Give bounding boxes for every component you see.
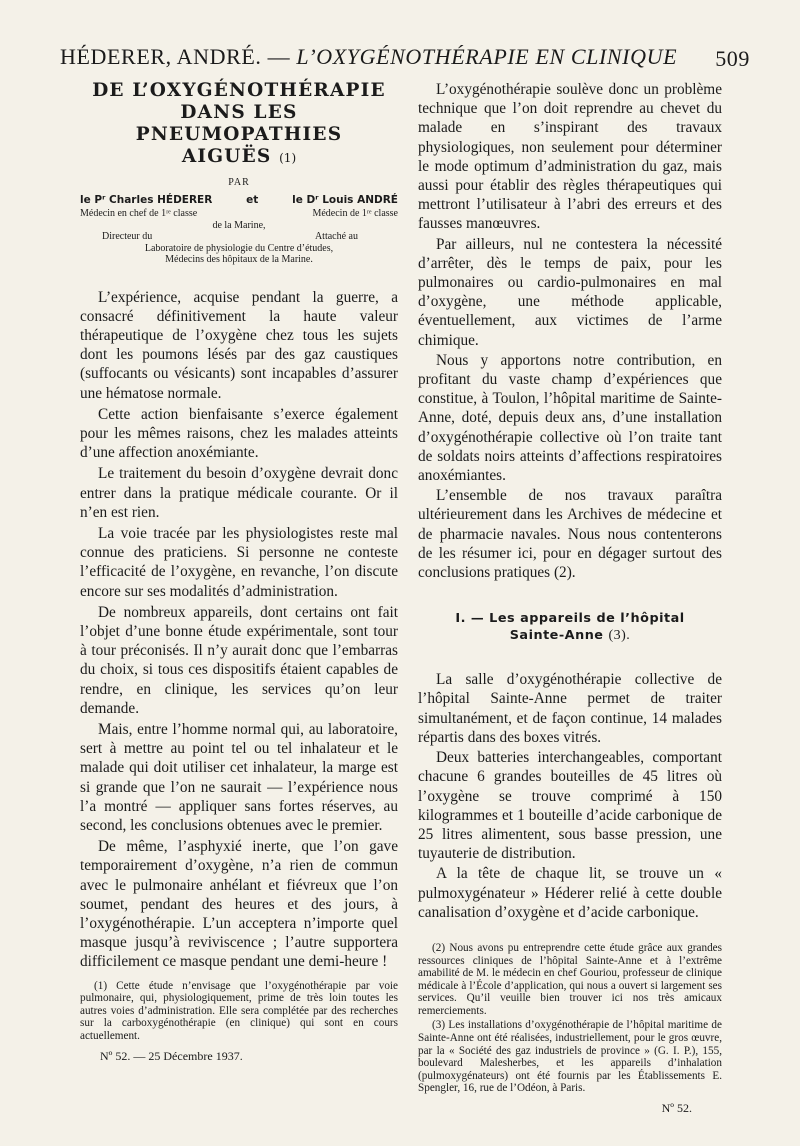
right-body-2: [418, 670, 722, 922]
title-footnote-ref: (1): [279, 151, 297, 165]
author-right: le Dʳ Louis ANDRÉ: [292, 194, 398, 206]
paragraph: L’oxygénothérapie soulève donc un problème technique que l’on doit reprendre au chevet du malade en s’inspirant des travaux physiologiques, non seulement pour déterminer le mode optimum d’administration du gaz, mais aussi pour établir des règles thérapeutiques qui mettront l’utilisateur à l’abri des erreurs et des fausses manœuvres.: [418, 81, 722, 233]
paragraph: Par ailleurs, nul ne contestera la nécessité d’arrêter, dès le temps de paix, pour les pulmonaires ou cardio-pulmonaires en mal d’oxygène, une méthode applicable, éventuellement, aux victimes de l’arme chimique.: [418, 235, 722, 349]
running-header: [60, 44, 750, 80]
section-footnote-ref: (3).: [608, 628, 631, 644]
paragraph: De nombreux appareils, dont certains ont fait l’objet d’une bonne étude expérimentale, sont tour à tour préconisés. Il n’y aurait donc que l’embarras du choix, si tous ces dispositifs étaient capables de rendre, en clinique, les services qu’on leur demande.: [80, 603, 398, 717]
left-footnotes: [80, 980, 398, 1043]
section-heading-line-1: I. — Les appareils de l’hôpital: [455, 611, 685, 627]
cred-5: Médecins des hôpitaux de la Marine.: [165, 254, 313, 265]
footnote: (2) Nous avons pu entreprendre cette étude grâce aux grandes ressources cliniques de l’hôpital Sainte-Anne et à l’extrême amabilité de M. le médecin en chef Gouriou, professeur de clinique médicale à l’École d’application, qui nous a ouvert si largement ses services. Qu’il veuille bien trouver ici nos très amicaux remerciements.: [418, 941, 722, 1017]
paragraph: A la tête de chaque lit, se trouve un « pulmoxygénateur » Héderer relié à cette double canalisation d’oxygène et d’acide carbonique.: [418, 865, 722, 921]
byline-par: PAR: [228, 177, 250, 188]
section-heading-line-2: Sainte-Anne: [509, 628, 604, 644]
title-line-3: AIGUËS: [181, 146, 272, 167]
right-body: [418, 80, 722, 582]
page-number: 509: [715, 46, 750, 71]
header-author: HÉDERER, ANDRÉ. —: [60, 44, 291, 69]
article-title: [80, 80, 398, 169]
left-column: [80, 80, 398, 1064]
cred-4: Laboratoire de physiologie du Centre d’études,: [144, 242, 334, 254]
paragraph: De même, l’asphyxié inerte, que l’on gave temporairement d’oxygène, n’a rien de commun avec le pulmonaire anhélant et fiévreux que l’on soumet, pendant des heures et des jours, à l’oxygénothérapie. L’un acceptera n’importe quel masque jusqu’à reviviscence ; l’autre supportera difficilement ce masque pendant une demi-heure !: [80, 838, 398, 971]
cred-left-1: Médecin en chef de 1ʳᵉ classe: [80, 208, 198, 219]
paragraph: L’expérience, acquise pendant la guerre, a consacré définitivement la haute valeur thérapeutique de l’oxygène chez tous les sujets dont les poumons lésés par des gaz caustiques (suffocants ou vésicants) sont incapables d’assurer une hématose normale.: [80, 288, 398, 402]
author-credentials: [80, 208, 398, 266]
issue-number: Nº 52.: [661, 1101, 692, 1116]
cred-right-3: Attaché au: [314, 231, 358, 242]
right-column: [418, 80, 722, 1116]
paragraph: L’ensemble de nos travaux paraîtra ultérieurement dans les Archives de médecine et de pharmacie navales. Nous nous contenterons de les résumer ici, pour en dégager surtout des conclusions pratiques (2).: [418, 487, 722, 582]
authors-line: [80, 194, 398, 206]
cred-left-2: de la Marine,: [212, 219, 266, 231]
cred-left-3: Directeur du: [102, 231, 153, 242]
right-footnotes: [418, 942, 722, 1095]
footnote: (1) Cette étude n’envisage que l’oxygénothérapie par voie pulmonaire, qui, physiologiquement, prime de très loin toutes les autres voies d’administration. Elle sera complétée par des recherches sur la carboxygénothérapie (en clinique) qui sont en cours actuellement.: [80, 979, 398, 1042]
author-joiner: et: [246, 194, 259, 206]
author-left: le Pʳ Charles HÉDERER: [80, 194, 213, 206]
paragraph: Deux batteries interchangeables, comportant chacune 6 grandes bouteilles de 45 litres où l’oxygène se trouve comprimé à 150 kilogrammes et 1 bouteille d’acide carbonique de 25 litres alimentent, sous basse pression, une tuyauterie de distribution.: [418, 749, 722, 863]
paragraph: La salle d’oxygénothérapie collective de l’hôpital Sainte-Anne permet de traiter simultanément, et de façon continue, 14 malades répartis dans des boxes vitrés.: [418, 671, 722, 746]
cred-right-1: Médecin de 1ʳᵉ classe: [312, 208, 398, 219]
header-title: L’OXYGÉNOTHÉRAPIE EN CLINIQUE: [296, 44, 678, 69]
paragraph: La voie tracée par les physiologistes reste mal connue des praticiens. Si personne ne conteste l’efficacité de l’oxygène, en revanche, l’on discute encore sur ses modalités d’administration.: [80, 524, 398, 600]
paragraph: Nous y apportons notre contribution, en profitant du vaste champ d’expériences que constitue, à Toulon, l’hôpital maritime de Sainte-Anne, doté, depuis deux ans, d’une installation d’oxygénothérapie collective où l’on traite tant de soldats noirs atteints d’affections respiratoires anoxémiantes.: [418, 351, 722, 485]
issue-line: Nº 52. — 25 Décembre 1937.: [100, 1048, 243, 1063]
title-line-2: DANS LES PNEUMOPATHIES: [135, 102, 343, 145]
paragraph: Le traitement du besoin d’oxygène devrait donc entrer dans la pratique médicale courante. Or il n’en est rien.: [80, 465, 398, 521]
footnote: (3) Les installations d’oxygénothérapie de l’hôpital maritime de Sainte-Anne ont été réalisées, industriellement, pour le gros œuvre, par la « Société des gaz industriels de province » (G. I. P.), 155, boulevard Malesherbes, et les appareils d’inhalation (pulmoxygénateurs) ont été fournis par les Établissements E. Spengler, 16, rue de l’Odéon, à Paris.: [418, 1019, 722, 1095]
title-line-1: DE L’OXYGÉNOTHÉRAPIE: [92, 80, 386, 101]
paragraph: Mais, entre l’homme normal qui, au laboratoire, sert à mettre au point tel ou tel inhalateur et le malade qui doit utiliser cet inhalateur, la marge est si grande que l’on ne saurait — l’expérience nous l’a montré — appliquer sans fortes réserves, au second, les conclusions obtenues avec le premier.: [80, 720, 398, 834]
left-body: [80, 288, 398, 972]
section-heading: [418, 610, 722, 644]
paragraph: Cette action bienfaisante s’exerce également pour les mêmes raisons, chez les malades atteints d’une affection anoxémiante.: [80, 405, 398, 462]
